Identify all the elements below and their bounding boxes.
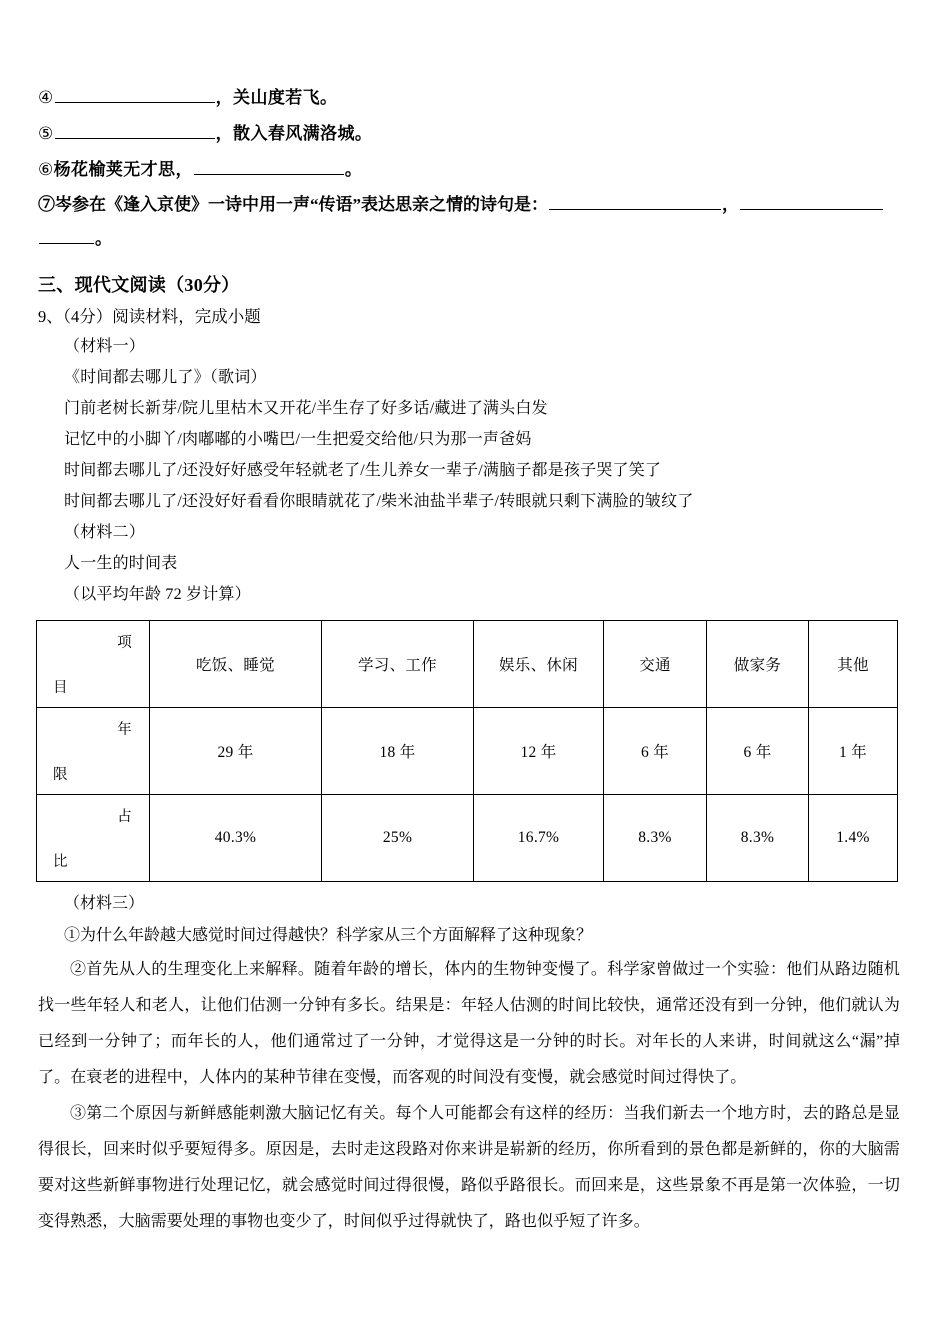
- column-header: 学习、工作: [322, 621, 474, 708]
- row-header-cell: [37, 795, 150, 882]
- section-heading: 三、现代文阅读（30分）: [38, 275, 240, 295]
- corner-bottom-char: 目: [53, 680, 68, 696]
- column-header: 娱乐、休闲: [474, 621, 604, 708]
- answer-blank[interactable]: [194, 160, 344, 175]
- table-cell: 6 年: [707, 708, 809, 795]
- row-header-cell: [37, 708, 150, 795]
- answer-blank-second-wrap[interactable]: [39, 229, 94, 244]
- row-head-bottom-char: 比: [53, 854, 68, 870]
- question-prompt: 9、（4分）阅读材料，完成小题: [38, 307, 261, 326]
- row-head-top-char: 年: [117, 722, 132, 738]
- material-two-label: （材料二）: [64, 524, 146, 541]
- table-row: [37, 795, 898, 882]
- table-header-row: [37, 621, 898, 708]
- poem-blank-item-6: [38, 152, 900, 188]
- material-three-label: （材料三）: [64, 895, 145, 912]
- material-three-block: [38, 888, 900, 1240]
- item-marker: ④: [38, 88, 54, 107]
- table-cell: 8.3%: [604, 795, 707, 882]
- table-cell: 1.4%: [809, 795, 898, 882]
- item-tail-text: ，关山度若飞。: [215, 88, 338, 107]
- material-two-note: （以平均年龄 72 岁计算）: [64, 586, 251, 603]
- column-header: 交通: [604, 621, 707, 708]
- item-tail-punct: 。: [95, 229, 112, 248]
- table-cell: 16.7%: [474, 795, 604, 882]
- item-tail-text: ，散入春风满洛城。: [215, 124, 373, 143]
- table-cell: 25%: [322, 795, 474, 882]
- lyric-line: 记忆中的小脚丫/肉嘟嘟的小嘴巴/一生把爱交给他/只为那一声爸妈: [64, 431, 532, 448]
- item-question-text: 岑参在《逢入京使》一诗中用一声“传语”表达思亲之情的诗句是：: [55, 195, 548, 214]
- material-three-paragraph: ③第二个原因与新鲜感能刺激大脑记忆有关。每个人可能都会有这样的经历：当我们新去一个地方时，去的路总是显得很长，回来时似乎要短得多。原因是，去时走这段路对你来讲是崭新的经历，你所看到的景色都是新鲜的，你的大脑需要对这些新鲜事物进行处理记忆，就会感觉时间过得很慢，路似乎路很长。而回来是，这些景象不再是第一次体验，一切变得熟悉，大脑需要处理的事物也变少了，时间似乎过得就快了，路也似乎短了许多。: [38, 1105, 900, 1230]
- material-one-label: （材料一）: [64, 338, 146, 355]
- table-cell: 12 年: [474, 708, 604, 795]
- answer-blank-first[interactable]: [549, 195, 721, 210]
- table-cell: 40.3%: [150, 795, 322, 882]
- column-header: 吃饭、睡觉: [150, 621, 322, 708]
- item-marker: ⑤: [38, 124, 54, 143]
- corner-top-char: 项: [117, 635, 132, 651]
- column-header: 其他: [809, 621, 898, 708]
- life-time-table: [36, 620, 898, 882]
- material-one-block: [38, 331, 900, 517]
- poem-blank-item-7: [38, 188, 900, 222]
- material-two-title: 人一生的时间表: [64, 555, 178, 572]
- material-one-title: 《时间都去哪儿了》（歌词）: [64, 369, 267, 386]
- answer-blank[interactable]: [55, 88, 215, 103]
- table-cell: 29 年: [150, 708, 322, 795]
- row-head-bottom-char: 限: [53, 767, 68, 783]
- poem-blank-item-4: [38, 80, 900, 116]
- table-corner-cell: [37, 621, 150, 708]
- poem-blank-item-7-tail: [38, 222, 900, 256]
- table-cell: 6 年: [604, 708, 707, 795]
- lyric-line: 门前老树长新芽/院儿里枯木又开花/半生存了好多话/藏进了满头白发: [64, 400, 548, 417]
- table-cell: 18 年: [322, 708, 474, 795]
- material-two-block: [38, 517, 900, 882]
- lyric-line: 时间都去哪儿了/还没好好感受年轻就老了/生儿养女一辈子/满脑子都是孩子哭了笑了: [64, 462, 662, 479]
- item-lead-text: 杨花榆荚无才思，: [53, 160, 193, 179]
- answer-blank-second[interactable]: [740, 195, 883, 210]
- row-head-top-char: 占: [117, 809, 132, 825]
- table-cell: 8.3%: [707, 795, 809, 882]
- table-row: [37, 708, 898, 795]
- poem-blank-item-5: [38, 116, 900, 152]
- item-marker: ⑥: [38, 160, 54, 179]
- material-three-paragraph: ②首先从人的生理变化上来解释。随着年龄的增长，体内的生物钟变慢了。科学家曾做过一个实验：他们从路边随机找一些年轻人和老人，让他们估测一分钟有多长。结果是：年轻人估测的时间比较快，通常还没有到一分钟，他们就认为已经到一分钟了；而年长的人，他们通常过了一分钟，才觉得这是一分钟的时长。对年长的人来讲，时间就这么“漏”掉了。在衰老的进程中，人体内的某种节律在变慢，而客观的时间没有变慢，就会感觉时间过得快了。: [38, 961, 900, 1086]
- table-cell: 1 年: [809, 708, 898, 795]
- column-header: 做家务: [707, 621, 809, 708]
- item-tail-text: 。: [344, 160, 363, 179]
- lyric-line: 时间都去哪儿了/还没好好看看你眼睛就花了/柴米油盐半辈子/转眼就只剩下满脸的皱纹了: [64, 493, 694, 510]
- item-marker: ⑦: [38, 195, 55, 214]
- poem-blank-list: [38, 80, 900, 256]
- answer-blank[interactable]: [55, 124, 215, 139]
- material-three-paragraph: ①为什么年龄越大感觉时间过得越快？科学家从三个方面解释了这种现象？: [64, 927, 593, 944]
- blank-separator: ，: [722, 195, 739, 214]
